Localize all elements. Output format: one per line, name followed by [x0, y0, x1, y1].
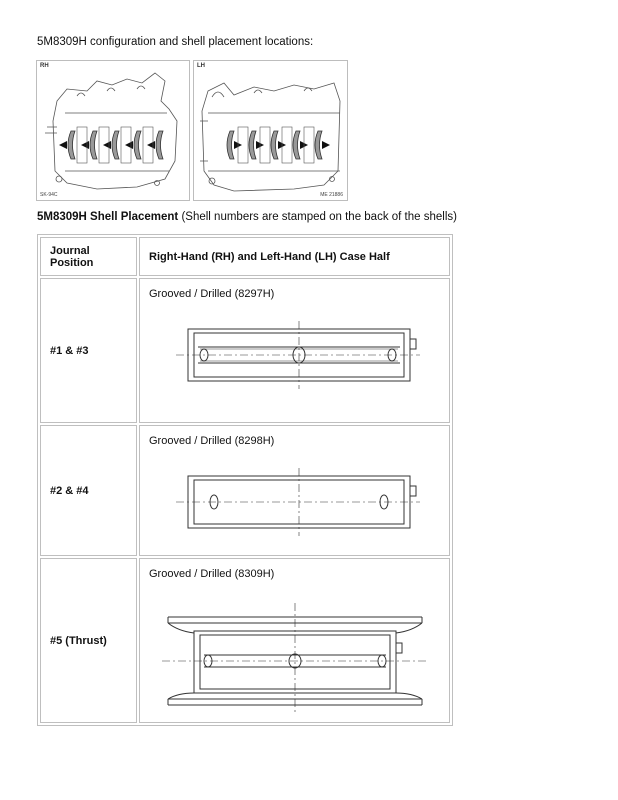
- lh-figure-code: ME 21886: [320, 192, 343, 198]
- journal-position-cell: #2 & #4: [40, 425, 137, 556]
- shell-caption: Grooved / Drilled (8298H): [149, 435, 275, 447]
- journal-position-header: Journal Position: [40, 237, 137, 276]
- rh-figure-code: SK-94C: [40, 192, 58, 198]
- rh-label: RH: [40, 63, 49, 69]
- lh-label: LH: [197, 63, 205, 69]
- shell-drawing-cell: [139, 278, 450, 423]
- shell-8309h-drawing: [160, 603, 430, 715]
- case-half-header: Right-Hand (RH) and Left-Hand (LH) Case Half: [139, 237, 450, 276]
- table-header-row: [40, 237, 450, 276]
- shell-caption: Grooved / Drilled (8309H): [149, 568, 275, 580]
- shell-caption: Grooved / Drilled (8297H): [149, 288, 275, 300]
- shell-placement-table: [37, 234, 453, 726]
- table-row: [40, 278, 450, 423]
- placement-heading-note: (Shell numbers are stamped on the back of the shells): [178, 211, 457, 223]
- shell-8297h-drawing: [170, 319, 420, 391]
- placement-heading: [37, 211, 457, 223]
- journal-position-cell: #1 & #3: [40, 278, 137, 423]
- table-row: [40, 558, 450, 723]
- shell-8298h-drawing: [170, 466, 420, 538]
- lh-case-half-illustration: [193, 60, 348, 201]
- shell-drawing-cell: [139, 425, 450, 556]
- journal-position-cell: #5 (Thrust): [40, 558, 137, 723]
- table-row: [40, 425, 450, 556]
- shell-placement-figure: [36, 60, 348, 201]
- rh-case-half-illustration: [36, 60, 190, 201]
- config-heading: 5M8309H configuration and shell placement locations:: [37, 36, 314, 48]
- placement-heading-bold: 5M8309H Shell Placement: [37, 211, 179, 223]
- shell-drawing-cell: [139, 558, 450, 723]
